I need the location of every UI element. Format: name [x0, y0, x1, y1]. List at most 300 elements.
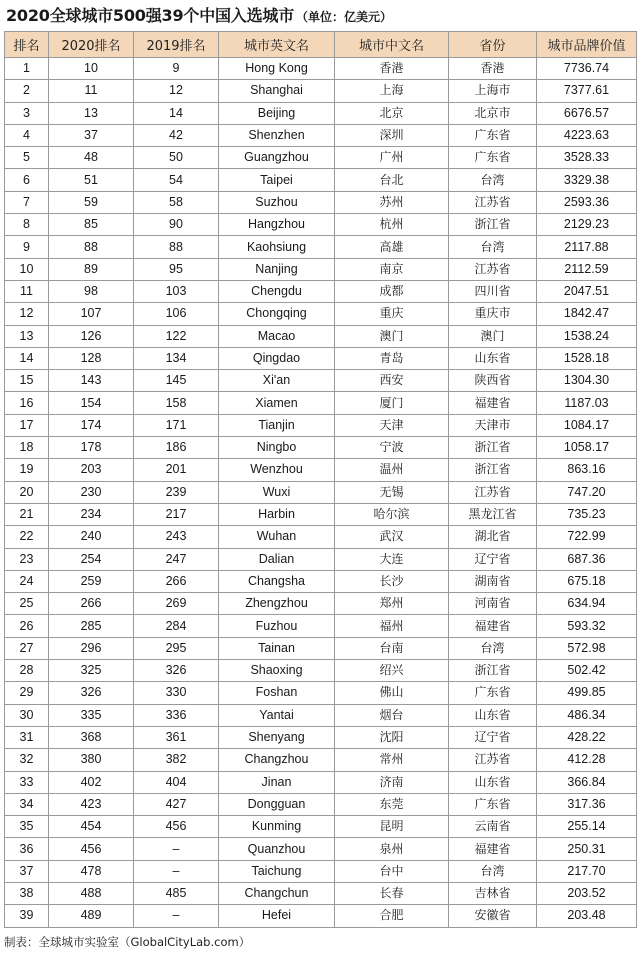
table-row: [5, 816, 637, 838]
brand-value-cell: 2047.51: [537, 280, 637, 302]
rank-cell: 10: [5, 258, 49, 280]
brand-value-cell: 428.22: [537, 726, 637, 748]
rank-2019-cell: 201: [134, 459, 219, 481]
brand-value-cell: 675.18: [537, 570, 637, 592]
city-chinese-cell: 郑州: [335, 593, 449, 615]
province-cell: 浙江省: [449, 459, 537, 481]
province-cell: 江苏省: [449, 191, 537, 213]
city-chinese-cell: 温州: [335, 459, 449, 481]
source-note: 制表：全球城市实验室（GlobalCityLab.com）: [4, 935, 251, 949]
rank-cell: 17: [5, 414, 49, 436]
brand-value-cell: 634.94: [537, 593, 637, 615]
rank-cell: 5: [5, 147, 49, 169]
rank-cell: 26: [5, 615, 49, 637]
province-cell: 湖北省: [449, 526, 537, 548]
city-chinese-cell: 杭州: [335, 214, 449, 236]
province-cell: 台湾: [449, 236, 537, 258]
brand-value-cell: 203.52: [537, 882, 637, 904]
table-row: [5, 726, 637, 748]
rank-cell: 2: [5, 80, 49, 102]
city-english-cell: Macao: [219, 325, 335, 347]
rank-2019-cell: 122: [134, 325, 219, 347]
province-cell: 广东省: [449, 124, 537, 146]
province-cell: 江苏省: [449, 749, 537, 771]
city-english-cell: Qingdao: [219, 347, 335, 369]
table-row: [5, 771, 637, 793]
rank-cell: 14: [5, 347, 49, 369]
rank-cell: 18: [5, 437, 49, 459]
rank-cell: 31: [5, 726, 49, 748]
brand-value-cell: 7736.74: [537, 58, 637, 80]
province-cell: 香港: [449, 58, 537, 80]
province-cell: 福建省: [449, 615, 537, 637]
brand-value-cell: 502.42: [537, 660, 637, 682]
rank-2020-cell: 154: [49, 392, 134, 414]
city-chinese-cell: 泉州: [335, 838, 449, 860]
brand-value-cell: 1842.47: [537, 303, 637, 325]
rank-2020-cell: 423: [49, 793, 134, 815]
rank-2020-cell: 11: [49, 80, 134, 102]
brand-value-cell: 7377.61: [537, 80, 637, 102]
rank-cell: 27: [5, 637, 49, 659]
rank-2019-cell: 404: [134, 771, 219, 793]
rank-2020-cell: 234: [49, 503, 134, 525]
province-cell: 福建省: [449, 838, 537, 860]
rank-2020-cell: 88: [49, 236, 134, 258]
province-cell: 台湾: [449, 169, 537, 191]
brand-value-cell: 217.70: [537, 860, 637, 882]
table-row: [5, 280, 637, 302]
rank-header: 排名: [5, 32, 49, 58]
city-english-cell: Hefei: [219, 905, 335, 927]
rank-2019-cell: –: [134, 905, 219, 927]
rank-2020-cell: 143: [49, 370, 134, 392]
rank-cell: 37: [5, 860, 49, 882]
city-chinese-cell: 澳门: [335, 325, 449, 347]
brand-value-cell: 1538.24: [537, 325, 637, 347]
rank-2019-cell: 427: [134, 793, 219, 815]
brand-value-cell: 1528.18: [537, 347, 637, 369]
rank-cell: 6: [5, 169, 49, 191]
city-chinese-cell: 高雄: [335, 236, 449, 258]
city-english-cell: Dongguan: [219, 793, 335, 815]
table-row: [5, 370, 637, 392]
rank-2019-cell: 50: [134, 147, 219, 169]
city-chinese-cell: 台南: [335, 637, 449, 659]
city-chinese-cell: 济南: [335, 771, 449, 793]
brand-value-cell: 687.36: [537, 548, 637, 570]
rank-cell: 20: [5, 481, 49, 503]
table-row: [5, 191, 637, 213]
rank-2020-cell: 326: [49, 682, 134, 704]
city-chinese-cell: 厦门: [335, 392, 449, 414]
city-english-cell: Changchun: [219, 882, 335, 904]
province-cell: 辽宁省: [449, 548, 537, 570]
rank-cell: 13: [5, 325, 49, 347]
province-cell: 云南省: [449, 816, 537, 838]
province-cell: 天津市: [449, 414, 537, 436]
rank-2020-cell: 126: [49, 325, 134, 347]
rank-2020-cell: 203: [49, 459, 134, 481]
city-english-cell: Shenyang: [219, 726, 335, 748]
city-chinese-cell: 北京: [335, 102, 449, 124]
city-english-cell: Wuhan: [219, 526, 335, 548]
province-cell: 广东省: [449, 147, 537, 169]
city-english-cell: Dalian: [219, 548, 335, 570]
rank-2019-cell: 14: [134, 102, 219, 124]
rank-cell: 36: [5, 838, 49, 860]
rank-2019-cell: 361: [134, 726, 219, 748]
brand-value-cell: 2129.23: [537, 214, 637, 236]
rank-2019-cell: 9: [134, 58, 219, 80]
rank-2019-cell: 336: [134, 704, 219, 726]
table-row: [5, 548, 637, 570]
rank-2020-cell: 10: [49, 58, 134, 80]
city-chinese-cell: 西安: [335, 370, 449, 392]
rank-cell: 12: [5, 303, 49, 325]
rank-2019-cell: 266: [134, 570, 219, 592]
brand-value-cell: 255.14: [537, 816, 637, 838]
rank-2020-cell: 254: [49, 548, 134, 570]
city-english-cell: Chengdu: [219, 280, 335, 302]
rank-2020-cell: 51: [49, 169, 134, 191]
city-english-cell: Tianjin: [219, 414, 335, 436]
city-english-cell: Fuzhou: [219, 615, 335, 637]
rank-2019-cell: 145: [134, 370, 219, 392]
rank-cell: 7: [5, 191, 49, 213]
table-row: [5, 704, 637, 726]
rank-2020-cell: 335: [49, 704, 134, 726]
city-chinese-cell: 长沙: [335, 570, 449, 592]
rank-2019-cell: 382: [134, 749, 219, 771]
city-english-cell: Kunming: [219, 816, 335, 838]
brand-value-cell: 486.34: [537, 704, 637, 726]
rank-2019-cell: –: [134, 838, 219, 860]
city-english-cell: Beijing: [219, 102, 335, 124]
city-chinese-cell: 哈尔滨: [335, 503, 449, 525]
city-chinese-cell: 青岛: [335, 347, 449, 369]
brand-value-cell: 250.31: [537, 838, 637, 860]
table-row: [5, 593, 637, 615]
rank-2019-cell: 171: [134, 414, 219, 436]
rank-cell: 8: [5, 214, 49, 236]
city-english-cell: Taipei: [219, 169, 335, 191]
rank-2019-cell: 295: [134, 637, 219, 659]
brand-value-cell: 366.84: [537, 771, 637, 793]
rank-2019-cell: 106: [134, 303, 219, 325]
table-row: [5, 258, 637, 280]
city-english-cell: Wuxi: [219, 481, 335, 503]
city-chinese-cell: 宁波: [335, 437, 449, 459]
city-english-cell: Changzhou: [219, 749, 335, 771]
rank-2020-cell: 128: [49, 347, 134, 369]
province-cell: 台湾: [449, 860, 537, 882]
rank-cell: 33: [5, 771, 49, 793]
rank-2020-cell: 174: [49, 414, 134, 436]
rank-2019-cell: 326: [134, 660, 219, 682]
city-english-cell: Nanjing: [219, 258, 335, 280]
brand-value-cell: 1304.30: [537, 370, 637, 392]
city-chinese-cell: 昆明: [335, 816, 449, 838]
brand-value-cell: 593.32: [537, 615, 637, 637]
city-english-cell: Hangzhou: [219, 214, 335, 236]
rank-2020-header: 2020排名: [49, 32, 134, 58]
rank-2019-cell: 42: [134, 124, 219, 146]
city-english-cell: Quanzhou: [219, 838, 335, 860]
brand-value-cell: 747.20: [537, 481, 637, 503]
rank-2019-cell: 103: [134, 280, 219, 302]
rank-cell: 28: [5, 660, 49, 682]
rank-2019-cell: 239: [134, 481, 219, 503]
rank-2020-cell: 59: [49, 191, 134, 213]
rank-2020-cell: 107: [49, 303, 134, 325]
city-english-cell: Yantai: [219, 704, 335, 726]
rank-2020-cell: 98: [49, 280, 134, 302]
rank-cell: 32: [5, 749, 49, 771]
table-row: [5, 347, 637, 369]
province-cell: 山东省: [449, 347, 537, 369]
rank-2020-cell: 368: [49, 726, 134, 748]
rank-2020-cell: 454: [49, 816, 134, 838]
brand-value-cell: 1058.17: [537, 437, 637, 459]
title-main: 2020全球城市500强39个中国入选城市: [6, 6, 294, 25]
rank-2019-cell: 247: [134, 548, 219, 570]
table-row: [5, 102, 637, 124]
province-cell: 辽宁省: [449, 726, 537, 748]
rank-2020-cell: 296: [49, 637, 134, 659]
table-row: [5, 214, 637, 236]
table-row: [5, 437, 637, 459]
city-english-cell: Jinan: [219, 771, 335, 793]
city-chinese-cell: 长春: [335, 882, 449, 904]
city-chinese-cell: 天津: [335, 414, 449, 436]
brand-value-cell: 863.16: [537, 459, 637, 481]
title-unit: （单位：亿美元）: [296, 10, 393, 24]
rank-2019-cell: 88: [134, 236, 219, 258]
rank-2019-cell: 330: [134, 682, 219, 704]
province-cell: 浙江省: [449, 660, 537, 682]
table-row: [5, 526, 637, 548]
city-chinese-cell: 苏州: [335, 191, 449, 213]
province-cell: 湖南省: [449, 570, 537, 592]
table-row: [5, 236, 637, 258]
brand-value-cell: 203.48: [537, 905, 637, 927]
rank-cell: 3: [5, 102, 49, 124]
rank-cell: 38: [5, 882, 49, 904]
table-row: [5, 459, 637, 481]
province-cell: 广东省: [449, 682, 537, 704]
rank-2020-cell: 89: [49, 258, 134, 280]
rank-2019-cell: 58: [134, 191, 219, 213]
table-row: [5, 147, 637, 169]
city-chinese-cell: 上海: [335, 80, 449, 102]
page-title: [6, 4, 392, 28]
table-row: [5, 303, 637, 325]
rank-2019-cell: 90: [134, 214, 219, 236]
rank-2020-cell: 37: [49, 124, 134, 146]
table-row: [5, 169, 637, 191]
rank-2020-cell: 230: [49, 481, 134, 503]
rank-cell: 23: [5, 548, 49, 570]
brand-value-cell: 3329.38: [537, 169, 637, 191]
rank-2019-header: 2019排名: [134, 32, 219, 58]
brand-value-cell: 1187.03: [537, 392, 637, 414]
rank-2020-cell: 178: [49, 437, 134, 459]
rank-2020-cell: 489: [49, 905, 134, 927]
province-cell: 陕西省: [449, 370, 537, 392]
province-cell: 澳门: [449, 325, 537, 347]
rank-2019-cell: 158: [134, 392, 219, 414]
brand-value-header: 城市品牌价值: [537, 32, 637, 58]
city-english-cell: Guangzhou: [219, 147, 335, 169]
brand-value-cell: 722.99: [537, 526, 637, 548]
city-chinese-cell: 重庆: [335, 303, 449, 325]
rank-cell: 35: [5, 816, 49, 838]
city-english-cell: Suzhou: [219, 191, 335, 213]
city-chinese-cell: 广州: [335, 147, 449, 169]
province-cell: 江苏省: [449, 258, 537, 280]
city-english-cell: Shenzhen: [219, 124, 335, 146]
table-row: [5, 615, 637, 637]
province-header: 省份: [449, 32, 537, 58]
table-row: [5, 414, 637, 436]
ranking-table: [4, 31, 637, 928]
rank-cell: 25: [5, 593, 49, 615]
province-cell: 山东省: [449, 771, 537, 793]
province-cell: 江苏省: [449, 481, 537, 503]
table-row: [5, 882, 637, 904]
table-row: [5, 325, 637, 347]
province-cell: 浙江省: [449, 214, 537, 236]
city-chinese-cell: 沈阳: [335, 726, 449, 748]
rank-cell: 24: [5, 570, 49, 592]
province-cell: 四川省: [449, 280, 537, 302]
rank-cell: 19: [5, 459, 49, 481]
city-english-cell: Xi'an: [219, 370, 335, 392]
brand-value-cell: 412.28: [537, 749, 637, 771]
rank-2019-cell: 269: [134, 593, 219, 615]
rank-2020-cell: 85: [49, 214, 134, 236]
table-row: [5, 838, 637, 860]
city-chinese-cell: 香港: [335, 58, 449, 80]
city-chinese-cell: 武汉: [335, 526, 449, 548]
province-cell: 重庆市: [449, 303, 537, 325]
rank-cell: 29: [5, 682, 49, 704]
rank-2020-cell: 48: [49, 147, 134, 169]
rank-2019-cell: –: [134, 860, 219, 882]
rank-2020-cell: 380: [49, 749, 134, 771]
table-row: [5, 392, 637, 414]
city-chinese-cell: 成都: [335, 280, 449, 302]
rank-cell: 15: [5, 370, 49, 392]
table-header-row: [5, 32, 637, 58]
rank-cell: 1: [5, 58, 49, 80]
table-body: [5, 58, 637, 928]
rank-2019-cell: 186: [134, 437, 219, 459]
city-english-cell: Kaohsiung: [219, 236, 335, 258]
rank-cell: 22: [5, 526, 49, 548]
city-chinese-cell: 佛山: [335, 682, 449, 704]
city-english-cell: Zhengzhou: [219, 593, 335, 615]
table-row: [5, 58, 637, 80]
city-english-cell: Harbin: [219, 503, 335, 525]
rank-2020-cell: 13: [49, 102, 134, 124]
province-cell: 福建省: [449, 392, 537, 414]
province-cell: 上海市: [449, 80, 537, 102]
province-cell: 河南省: [449, 593, 537, 615]
rank-2019-cell: 485: [134, 882, 219, 904]
rank-2020-cell: 402: [49, 771, 134, 793]
province-cell: 浙江省: [449, 437, 537, 459]
rank-2020-cell: 285: [49, 615, 134, 637]
rank-2020-cell: 266: [49, 593, 134, 615]
city-chinese-cell: 大连: [335, 548, 449, 570]
brand-value-cell: 2112.59: [537, 258, 637, 280]
city-chinese-cell: 合肥: [335, 905, 449, 927]
province-cell: 安徽省: [449, 905, 537, 927]
table-row: [5, 793, 637, 815]
brand-value-cell: 2117.88: [537, 236, 637, 258]
province-cell: 吉林省: [449, 882, 537, 904]
brand-value-cell: 572.98: [537, 637, 637, 659]
city-chinese-cell: 深圳: [335, 124, 449, 146]
brand-value-cell: 3528.33: [537, 147, 637, 169]
brand-value-cell: 317.36: [537, 793, 637, 815]
city-english-cell: Shaoxing: [219, 660, 335, 682]
province-cell: 北京市: [449, 102, 537, 124]
brand-value-cell: 499.85: [537, 682, 637, 704]
city-chinese-cell: 绍兴: [335, 660, 449, 682]
rank-2019-cell: 134: [134, 347, 219, 369]
city-english-cell: Ningbo: [219, 437, 335, 459]
rank-cell: 34: [5, 793, 49, 815]
rank-cell: 21: [5, 503, 49, 525]
rank-2019-cell: 217: [134, 503, 219, 525]
rank-2019-cell: 456: [134, 816, 219, 838]
province-cell: 黑龙江省: [449, 503, 537, 525]
table-row: [5, 503, 637, 525]
table-row: [5, 80, 637, 102]
city-chinese-cell: 台中: [335, 860, 449, 882]
province-cell: 台湾: [449, 637, 537, 659]
city-english-cell: Changsha: [219, 570, 335, 592]
table-row: [5, 860, 637, 882]
rank-cell: 39: [5, 905, 49, 927]
rank-2019-cell: 54: [134, 169, 219, 191]
rank-2020-cell: 456: [49, 838, 134, 860]
table-row: [5, 481, 637, 503]
rank-2019-cell: 95: [134, 258, 219, 280]
rank-cell: 9: [5, 236, 49, 258]
city-english-cell: Xiamen: [219, 392, 335, 414]
province-cell: 广东省: [449, 793, 537, 815]
city-chinese-cell: 烟台: [335, 704, 449, 726]
city-chinese-cell: 东莞: [335, 793, 449, 815]
city-chinese-header: 城市中文名: [335, 32, 449, 58]
city-english-cell: Taichung: [219, 860, 335, 882]
brand-value-cell: 4223.63: [537, 124, 637, 146]
city-chinese-cell: 福州: [335, 615, 449, 637]
city-chinese-cell: 台北: [335, 169, 449, 191]
rank-2019-cell: 243: [134, 526, 219, 548]
city-english-cell: Chongqing: [219, 303, 335, 325]
rank-cell: 4: [5, 124, 49, 146]
table-row: [5, 124, 637, 146]
city-english-header: 城市英文名: [219, 32, 335, 58]
city-english-cell: Wenzhou: [219, 459, 335, 481]
city-chinese-cell: 南京: [335, 258, 449, 280]
city-english-cell: Hong Kong: [219, 58, 335, 80]
